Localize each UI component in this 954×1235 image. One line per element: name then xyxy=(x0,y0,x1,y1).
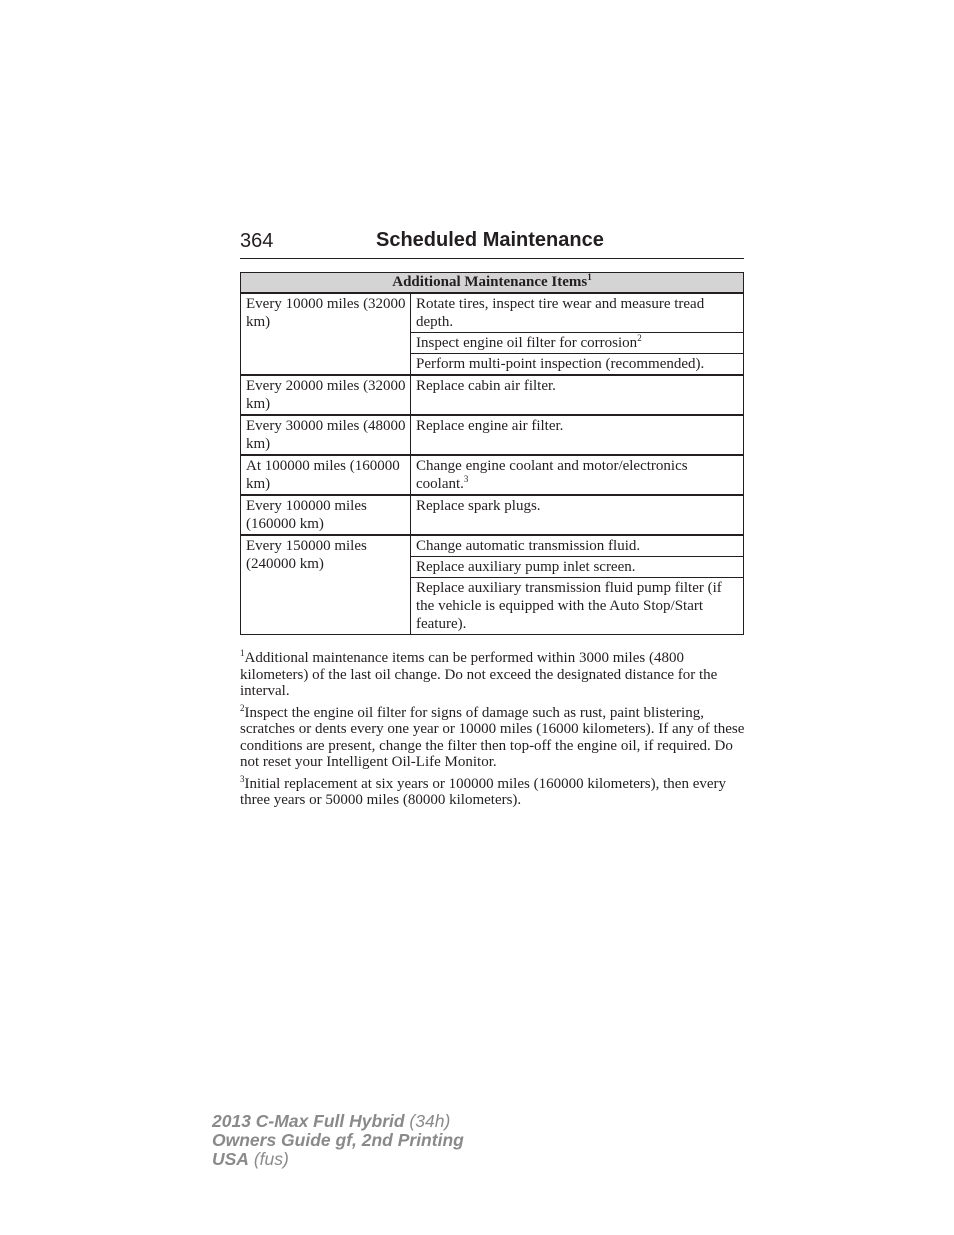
interval-cell: Every 10000 miles (32000 km) xyxy=(241,293,411,375)
maintenance-item-cell: Replace cabin air filter. xyxy=(411,375,744,415)
maintenance-item-cell: Perform multi-point inspection (recommended). xyxy=(411,354,744,376)
interval-cell: Every 30000 miles (48000 km) xyxy=(241,415,411,455)
maintenance-item-cell: Inspect engine oil filter for corrosion$^2$ xyxy=(411,333,744,354)
maintenance-table xyxy=(240,272,744,635)
footnote: $^3$Initial replacement at six years or 100000 miles (160000 kilometers), then every three years or 50000 miles (80000 kilometers). xyxy=(240,773,727,808)
maintenance-item-cell: Replace spark plugs. xyxy=(411,495,744,535)
maintenance-item-cell: Replace auxiliary pump inlet screen. xyxy=(411,557,744,578)
table-row xyxy=(241,495,744,535)
footnotes xyxy=(240,650,746,814)
maintenance-item-cell: Change engine coolant and motor/electronics coolant.$^3$ xyxy=(411,455,744,495)
footer-line-2: Owners Guide gf, 2nd Printing xyxy=(212,1130,464,1150)
table-row xyxy=(241,455,744,495)
page-number: 364 xyxy=(240,230,274,252)
maintenance-item-cell: Rotate tires, inspect tire wear and measure tread depth. xyxy=(411,293,744,333)
maintenance-item-cell: Change automatic transmission fluid. xyxy=(411,535,744,557)
footnote: $^1$Additional maintenance items can be performed within 3000 miles (4800 kilometers) of the last oil change. Do not exceed the designated distance for the interval. xyxy=(240,648,718,699)
section-title: Scheduled Maintenance xyxy=(376,229,604,251)
maintenance-item-cell: Replace auxiliary transmission fluid pump filter (if the vehicle is equipped with the Auto Stop/Start feature). xyxy=(411,578,744,635)
interval-cell: Every 100000 miles (160000 km) xyxy=(241,495,411,535)
interval-cell: Every 150000 miles (240000 km) xyxy=(241,535,411,635)
page-header xyxy=(240,228,744,259)
table-row xyxy=(241,293,744,333)
footnote: $^2$Inspect the engine oil filter for signs of damage such as rust, paint blistering, scratches or dents every one year or 10000 miles (16000 kilometers). If any of these conditions are present, change the filter then top-off the engine oil, if required. Do not reset your Intelligent Oil-Life Monitor. xyxy=(240,702,745,770)
table-row xyxy=(241,375,744,415)
table-body xyxy=(241,293,744,635)
footer-line-3: USA (fus) xyxy=(212,1149,289,1169)
footer-line-1: 2013 C-Max Full Hybrid (34h) xyxy=(212,1111,451,1131)
maintenance-item-cell: Replace engine air filter. xyxy=(411,415,744,455)
table-row xyxy=(241,415,744,455)
interval-cell: At 100000 miles (160000 km) xyxy=(241,455,411,495)
table-row xyxy=(241,535,744,557)
interval-cell: Every 20000 miles (32000 km) xyxy=(241,375,411,415)
document-footer xyxy=(212,1112,464,1169)
table-title: Additional Maintenance Items$^1$ xyxy=(241,273,744,294)
